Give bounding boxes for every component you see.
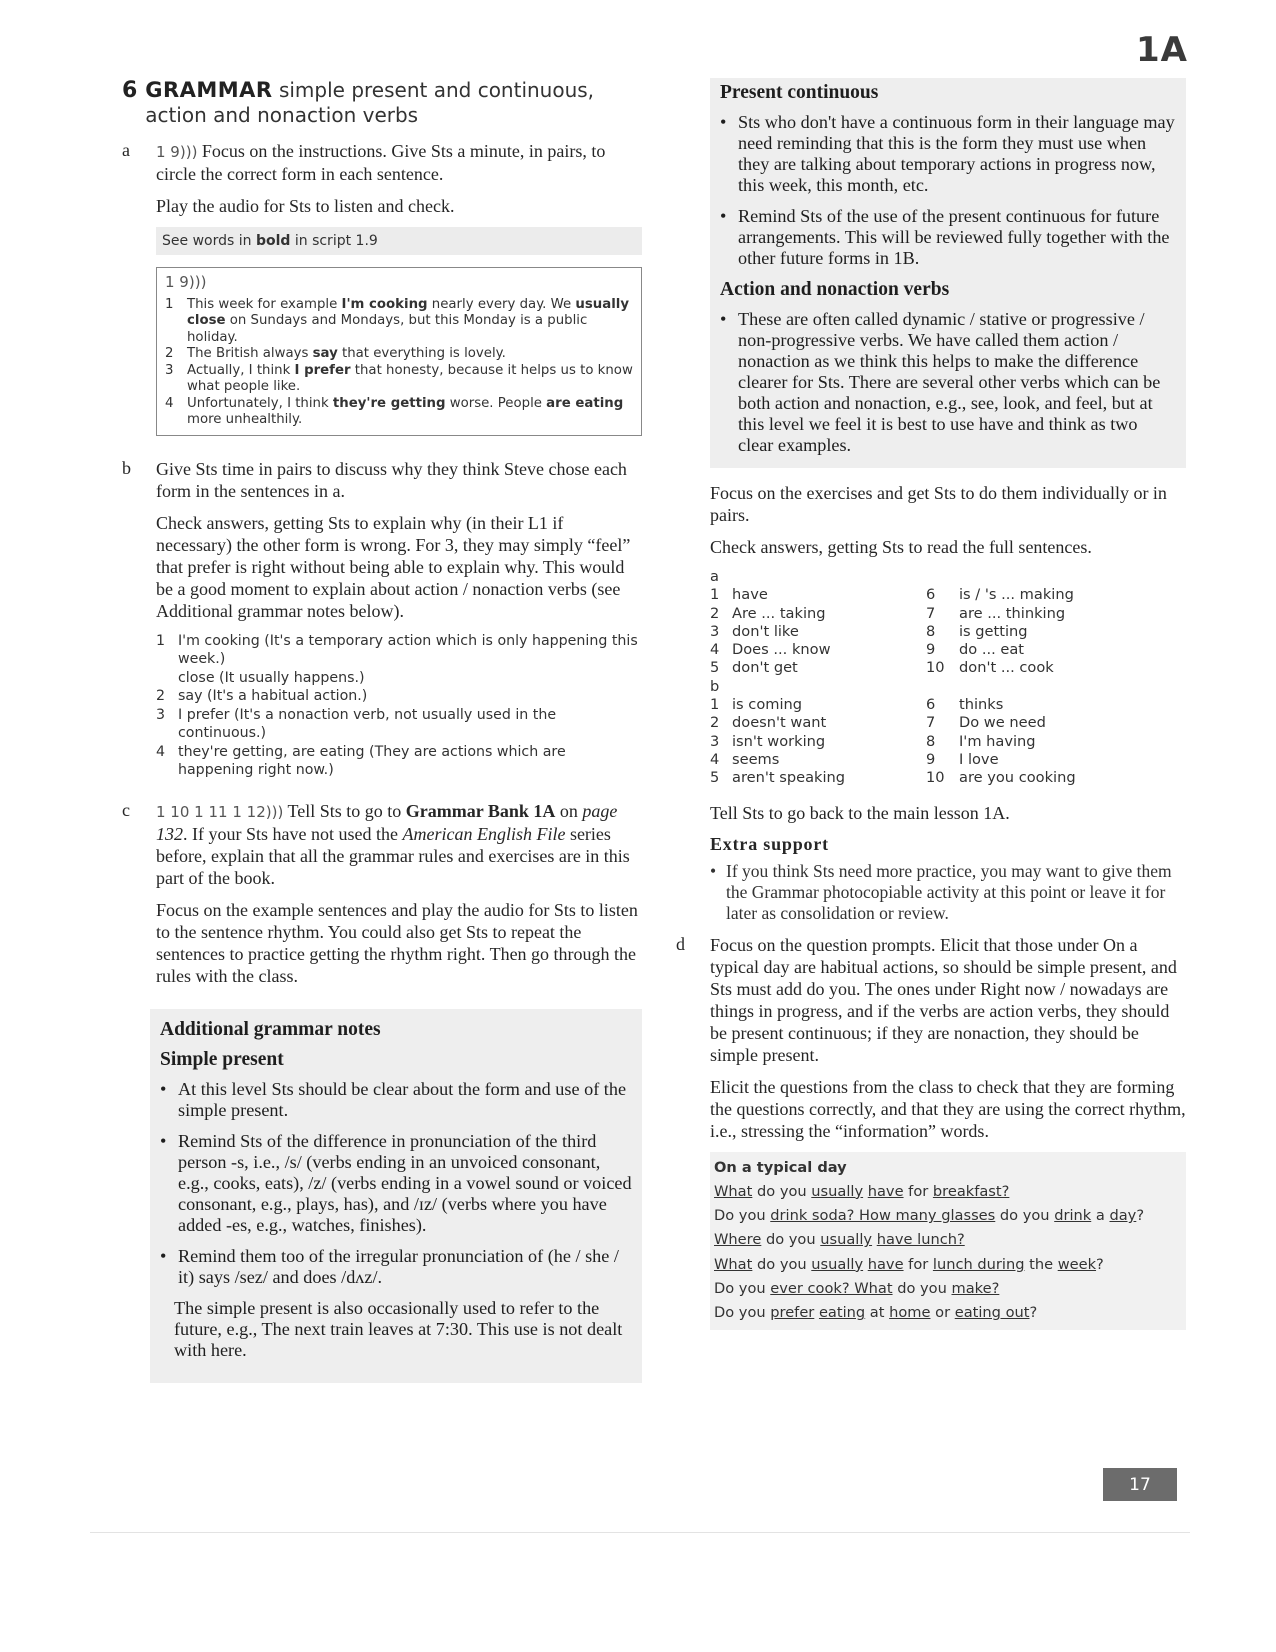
question-line xyxy=(714,1204,1182,1228)
question-fragment: Do you xyxy=(714,1207,771,1225)
answer-row xyxy=(156,706,642,743)
answer-text: say (It's a habitual action.) xyxy=(178,688,368,704)
present-continuous-bullet-text: Sts who don't have a continuous form in their language may need reminding that this is the form they must use when they are talking about temporary actions in progress now, this week, this month, etc. xyxy=(738,112,1175,195)
audio-wave-icon: ))) xyxy=(188,273,207,291)
stressed-word: lunch during xyxy=(932,1255,1025,1273)
c-text-e: . If your Sts have not used the xyxy=(183,823,403,844)
answer-number: 10 xyxy=(926,769,945,787)
line-number: 3 xyxy=(165,362,174,378)
answer-number: 4 xyxy=(710,641,720,659)
bullet-icon: • xyxy=(720,112,727,132)
answer-text: Are ... taking xyxy=(732,604,826,622)
stressed-word: day xyxy=(1109,1207,1137,1225)
question-line xyxy=(714,1277,1182,1301)
grammar-note-bullet xyxy=(160,1079,632,1121)
extra-support xyxy=(710,834,1186,924)
answer-cell xyxy=(926,733,1142,751)
answer-text: are you cooking xyxy=(959,769,1076,787)
stressed-word: home xyxy=(889,1304,931,1322)
closing-text: The simple present is also occasionally used to refer to the future, e.g., The next train leaves at 7:30. This use is not dealt with here. xyxy=(174,1297,623,1360)
note-post: in script 1.9 xyxy=(290,233,378,249)
answer-row xyxy=(156,687,642,706)
c-text-d: page 132 xyxy=(156,800,618,844)
stressed-word: eating xyxy=(818,1304,866,1322)
question-fragment: ? xyxy=(1029,1304,1038,1322)
step-b xyxy=(122,458,642,792)
answer-set-b xyxy=(710,696,1186,787)
stressed-word: usually xyxy=(811,1182,864,1200)
left-column xyxy=(122,78,642,1383)
answer-text: do ... eat xyxy=(959,641,1025,659)
answer-text: is coming xyxy=(732,696,803,714)
answer-text: I'm cooking (It's a temporary action which is only happening this week.) xyxy=(178,632,638,667)
question-fragment: do you xyxy=(752,1182,812,1200)
step-b-p1: Give Sts time in pairs to discuss why they think Steve chose each form in the sentences in a. xyxy=(156,458,627,501)
answer-number: 7 xyxy=(926,604,936,622)
line-fragment: that honesty, because it helps us to know what people like. xyxy=(187,362,633,394)
section-title xyxy=(145,78,642,128)
answer-cell xyxy=(710,696,926,714)
bullet-icon: • xyxy=(160,1130,167,1151)
grammar-note-bullet-text: At this level Sts should be clear about the form and use of the simple present. xyxy=(178,1078,627,1120)
stressed-word: make? xyxy=(951,1280,1000,1298)
step-d-p2: Elicit the questions from the class to check that they are forming the questions correctly, and that they are using the correct rhythm, i.e., stressing the “information” words. xyxy=(710,1076,1186,1141)
stressed-word: eating out xyxy=(954,1304,1030,1322)
exercises-section xyxy=(710,482,1186,824)
additional-notes-bullets xyxy=(160,1079,632,1288)
present-continuous-panel xyxy=(710,78,1186,468)
line-fragment: more unhealthily. xyxy=(187,412,303,427)
bold-phrase: say xyxy=(312,346,338,361)
question-fragment: the xyxy=(1024,1255,1058,1273)
c-text-b: Grammar Bank 1A xyxy=(405,800,556,821)
question-fragment: Do you xyxy=(714,1304,771,1322)
present-continuous-heading: Present continuous xyxy=(720,82,879,103)
additional-grammar-notes xyxy=(150,1009,642,1383)
line-fragment: Actually, I think xyxy=(187,362,295,378)
answer-number: 8 xyxy=(926,732,936,750)
answer-number: 9 xyxy=(926,641,936,659)
section-number: 6 xyxy=(122,78,138,103)
answer-text: isn't working xyxy=(732,732,826,750)
answer-cell xyxy=(926,751,1142,769)
answer-set-a-label: a xyxy=(710,568,719,585)
answer-cell xyxy=(926,659,1142,677)
answer-text: is getting xyxy=(959,622,1028,640)
audio-icon: 1 9 xyxy=(156,143,180,161)
answer-text: doesn't want xyxy=(732,714,827,732)
stressed-word: breakfast? xyxy=(932,1182,1010,1200)
question-fragment: for xyxy=(903,1255,933,1273)
answer-grid-row xyxy=(710,733,1186,751)
answer-cell xyxy=(710,586,926,604)
question-fragment: ? xyxy=(1136,1207,1145,1225)
answer-cell xyxy=(710,751,926,769)
present-continuous-bullet xyxy=(720,112,1176,196)
right-column xyxy=(676,78,1186,1338)
answer-row xyxy=(156,743,642,780)
step-letter: a xyxy=(122,140,130,160)
bullet-icon: • xyxy=(710,860,717,881)
step-b-answers xyxy=(156,632,642,780)
answer-number: 2 xyxy=(710,714,720,732)
bullet-icon: • xyxy=(720,309,727,329)
answer-number: 3 xyxy=(710,622,720,640)
answer-grid-row xyxy=(710,714,1186,732)
answer-text: Do we need xyxy=(959,714,1046,732)
section-title-rest: simple present and continuous, action and nonaction verbs xyxy=(145,78,595,127)
stressed-word: prefer xyxy=(770,1304,815,1322)
c-text-g: series before, explain that all the grammar rules and exercises are in this part of the book. xyxy=(156,823,630,888)
answer-text: don't ... cook xyxy=(959,659,1054,677)
step-letter: d xyxy=(676,933,685,954)
c-text-f: American English File xyxy=(402,823,566,844)
stressed-word: What xyxy=(714,1182,753,1200)
line-text xyxy=(187,297,633,347)
line-text xyxy=(187,396,633,429)
answer-set-a xyxy=(710,586,1186,677)
line-text xyxy=(187,346,506,363)
step-a-text xyxy=(156,140,642,185)
answer-text: have xyxy=(732,586,768,604)
answer-cell xyxy=(710,641,926,659)
bold-phrase: I'm cooking xyxy=(341,296,428,312)
answer-grid-row xyxy=(710,586,1186,604)
answer-row xyxy=(156,632,642,669)
answer-text: don't get xyxy=(732,659,798,677)
stressed-word: usually xyxy=(811,1255,864,1273)
answer-number: 8 xyxy=(926,622,936,640)
answer-row xyxy=(156,669,642,688)
step-letter: b xyxy=(122,457,131,478)
script-line xyxy=(165,297,633,347)
stressed-word: drink soda? How many glasses xyxy=(770,1207,996,1225)
question-fragment: do you xyxy=(761,1231,821,1249)
question-fragment: ? xyxy=(1096,1255,1104,1273)
answer-cell xyxy=(710,605,926,623)
script-line xyxy=(165,363,633,396)
answer-text: is / 's ... making xyxy=(959,586,1074,604)
answer-number: 1 xyxy=(156,632,166,649)
stressed-word: drink xyxy=(1054,1207,1092,1225)
question-lines xyxy=(714,1180,1182,1326)
stressed-word: have xyxy=(867,1182,904,1200)
answer-number: 2 xyxy=(156,688,166,704)
question-fragment: do you xyxy=(995,1207,1055,1225)
bold-phrase: I prefer xyxy=(294,362,351,378)
answer-text: don't like xyxy=(732,622,799,640)
present-continuous-bullet xyxy=(720,206,1176,269)
answer-cell xyxy=(926,605,1142,623)
answer-number: 3 xyxy=(156,706,166,723)
page-number: 17 xyxy=(1103,1468,1177,1501)
answer-cell xyxy=(710,733,926,751)
line-fragment: that everything is lovely. xyxy=(337,346,506,361)
line-number: 1 xyxy=(165,296,174,312)
question-line xyxy=(714,1253,1182,1277)
step-c-p2: Focus on the example sentences and play the audio for Sts to listen to the sentence rhythm. You could also get Sts to repeat the sentences to practice getting the rhythm right. Then go through the rules with the class. xyxy=(156,899,638,986)
question-fragment: do you xyxy=(752,1255,812,1273)
answer-cell xyxy=(710,714,926,732)
answer-cell xyxy=(710,769,926,787)
bold-phrase: are eating xyxy=(546,395,624,411)
unit-label: 1A xyxy=(1136,30,1188,70)
question-line xyxy=(714,1228,1182,1252)
line-fragment: Unfortunately, I think xyxy=(187,395,333,411)
line-fragment: worse. People xyxy=(445,395,547,411)
answer-number: 3 xyxy=(710,732,720,750)
answer-grid-row xyxy=(710,659,1186,677)
grammar-note-bullet xyxy=(160,1246,632,1288)
step-b-p2: Check answers, getting Sts to explain why (in their L1 if necessary) the other form is wrong. For 3, they may simply “feel” that prefer is right without being able to explain why. This would be a good moment to explain about action / nonaction verbs (see Additional grammar notes below). xyxy=(156,512,631,621)
answer-text: they're getting, are eating (They are actions which are happening right now.) xyxy=(178,743,566,778)
answer-number: 7 xyxy=(926,714,936,732)
answer-number xyxy=(156,669,178,688)
grammar-note-bullet-text: Remind them too of the irregular pronunciation of (he / she / it) says /sez/ and does /dʌz/. xyxy=(178,1245,619,1287)
line-number: 2 xyxy=(165,346,174,361)
step-d xyxy=(676,934,1186,1330)
audio-script-title xyxy=(165,274,633,291)
question-fragment: do you xyxy=(892,1280,952,1298)
present-continuous-bullets xyxy=(720,112,1176,269)
audio-script-box xyxy=(156,267,642,436)
answer-number: 6 xyxy=(926,586,936,604)
audio-wave-icon: ))) xyxy=(179,143,198,161)
bullet-icon: • xyxy=(160,1245,167,1266)
additional-notes-heading: Additional grammar notes xyxy=(160,1018,381,1040)
step-c-p1 xyxy=(156,800,642,889)
answer-grid-row xyxy=(710,605,1186,623)
script-line xyxy=(165,346,633,363)
step-d-p1: Focus on the question prompts. Elicit that those under On a typical day are habitual actions, so should be simple present, and Sts must add do you. The ones under Right now / nowadays are things in progress, and if the verbs are action verbs, they should be present continuous; if they are nonaction, they should be simple present. xyxy=(710,934,1177,1065)
stressed-word: usually xyxy=(820,1231,873,1249)
script-title-text: 1 9 xyxy=(165,273,189,291)
answer-text: I love xyxy=(959,750,999,768)
answer-number: 6 xyxy=(926,696,936,714)
step-c xyxy=(122,800,642,997)
stressed-word: Where xyxy=(714,1231,762,1249)
answer-text: I prefer (It's a nonaction verb, not usually used in the continuous.) xyxy=(178,706,557,741)
grammar-note-bullet-text: Remind Sts of the difference in pronunciation of the third person -s, i.e., /s/ (verbs ending in an unvoiced consonant, e.g., cooks, eats), /z/ (verbs ending in a vowel sound or voiced consonant, e.g., plays, has), and /ɪz/ (verbs where you have added -es, e.g., watches, finishes). xyxy=(178,1130,632,1235)
audio-wave-icon: ))) xyxy=(265,802,284,821)
answer-number: 10 xyxy=(926,659,945,677)
script-note xyxy=(156,227,642,255)
line-text xyxy=(187,363,633,396)
bullet-icon: • xyxy=(720,206,727,226)
answer-cell xyxy=(926,641,1142,659)
question-fragment: Do you xyxy=(714,1280,771,1298)
answer-number: 2 xyxy=(710,604,720,622)
line-number: 4 xyxy=(165,395,174,411)
stressed-word: What xyxy=(714,1255,753,1273)
answer-grid-row xyxy=(710,623,1186,641)
step-a-instructions: Focus on the instructions. Give Sts a minute, in pairs, to circle the correct form in each sentence. xyxy=(156,141,606,184)
script-line xyxy=(165,396,633,429)
bold-phrase: they're getting xyxy=(332,395,446,411)
answer-number: 1 xyxy=(710,696,720,714)
bottom-divider xyxy=(90,1532,1190,1533)
answer-number: 1 xyxy=(710,586,720,604)
question-fragment: or xyxy=(930,1304,955,1322)
extra-support-bullet xyxy=(710,861,1186,924)
typical-day-questions xyxy=(710,1152,1186,1330)
answer-grid-row xyxy=(710,769,1186,787)
simple-present-heading: Simple present xyxy=(160,1048,284,1070)
answer-cell xyxy=(926,623,1142,641)
bold-phrase: usually close xyxy=(187,296,630,328)
answer-set-b-label: b xyxy=(710,677,720,695)
answer-grid-row xyxy=(710,751,1186,769)
question-line xyxy=(714,1301,1182,1325)
grammar-note-bullet xyxy=(160,1131,632,1236)
stressed-word: have lunch? xyxy=(876,1231,965,1249)
answer-number: 4 xyxy=(710,750,720,768)
answer-number: 5 xyxy=(710,659,720,677)
bullet-icon: • xyxy=(160,1078,167,1099)
present-continuous-bullet-text: Remind Sts of the use of the present continuous for future arrangements. This will be reviewed fully together with the other future forms in 1B. xyxy=(738,206,1170,268)
c-text-a: Tell Sts to go to xyxy=(283,800,406,821)
exercises-p1: Focus on the exercises and get Sts to do them individually or in pairs. xyxy=(710,483,1167,525)
c-text-c: on xyxy=(555,800,583,821)
exercises-p2: Check answers, getting Sts to read the full sentences. xyxy=(710,537,1092,557)
step-a xyxy=(122,140,642,450)
answer-text: aren't speaking xyxy=(732,769,846,787)
question-line xyxy=(714,1180,1182,1204)
extra-support-heading: Extra support xyxy=(710,833,829,854)
section-title-bold: GRAMMAR xyxy=(145,78,273,102)
note-pre: See words in xyxy=(162,233,256,249)
line-fragment: This week for example xyxy=(187,296,342,312)
answer-cell xyxy=(710,659,926,677)
additional-notes-closing xyxy=(174,1298,632,1361)
typical-day-heading: On a typical day xyxy=(714,1158,847,1176)
answer-grid-row xyxy=(710,641,1186,659)
action-nonaction-bullet xyxy=(720,309,1176,456)
answer-text: I'm having xyxy=(959,732,1036,750)
answer-text: are ... thinking xyxy=(959,604,1066,622)
answer-text: thinks xyxy=(959,696,1004,714)
step-a-text2: Play the audio for Sts to listen and check. xyxy=(156,196,455,216)
answer-cell xyxy=(926,696,1142,714)
answer-cell xyxy=(710,623,926,641)
action-nonaction-text: These are often called dynamic / stative or progressive / non-progressive verbs. We have called them action / nonaction as we think this helps to make the difference clearer for Sts. There are several other verbs which can be both action and nonaction, e.g., see, look, and feel, but at this level we feel it is best to use have and think as two clear examples. xyxy=(738,309,1161,455)
extra-support-text: If you think Sts need more practice, you may want to give them the Grammar photocopiable activity at this point or leave it for later as consolidation or review. xyxy=(726,860,1172,923)
question-fragment: at xyxy=(865,1304,890,1322)
question-fragment: for xyxy=(903,1182,933,1200)
question-fragment: a xyxy=(1091,1207,1110,1225)
exercise-answers xyxy=(710,568,1186,788)
step-letter: c xyxy=(122,799,130,820)
script-lines xyxy=(165,297,633,429)
back-to-lesson: Tell Sts to go back to the main lesson 1A. xyxy=(710,802,1010,823)
answer-cell xyxy=(926,714,1142,732)
stressed-word: week xyxy=(1057,1255,1097,1273)
stressed-word: ever cook? What xyxy=(770,1280,893,1298)
note-bold: bold xyxy=(255,233,291,249)
stressed-word: have xyxy=(867,1255,904,1273)
answer-text: seems xyxy=(732,750,780,768)
answer-number: 4 xyxy=(156,743,166,760)
answer-grid-row xyxy=(710,696,1186,714)
line-fragment: The British always xyxy=(187,346,313,361)
answer-text: close (It usually happens.) xyxy=(178,669,365,686)
audio-icon: 1 10 1 11 1 12 xyxy=(156,802,266,821)
action-nonaction-heading: Action and nonaction verbs xyxy=(720,279,950,300)
answer-text: Does ... know xyxy=(732,641,831,659)
answer-number: 9 xyxy=(926,750,936,768)
answer-cell xyxy=(926,586,1142,604)
line-fragment: on Sundays and Mondays, but this Monday is a public holiday. xyxy=(187,313,588,345)
section-heading xyxy=(122,78,642,128)
line-fragment: nearly every day. We xyxy=(427,296,576,312)
answer-cell xyxy=(926,769,1142,787)
answer-number: 5 xyxy=(710,769,720,787)
